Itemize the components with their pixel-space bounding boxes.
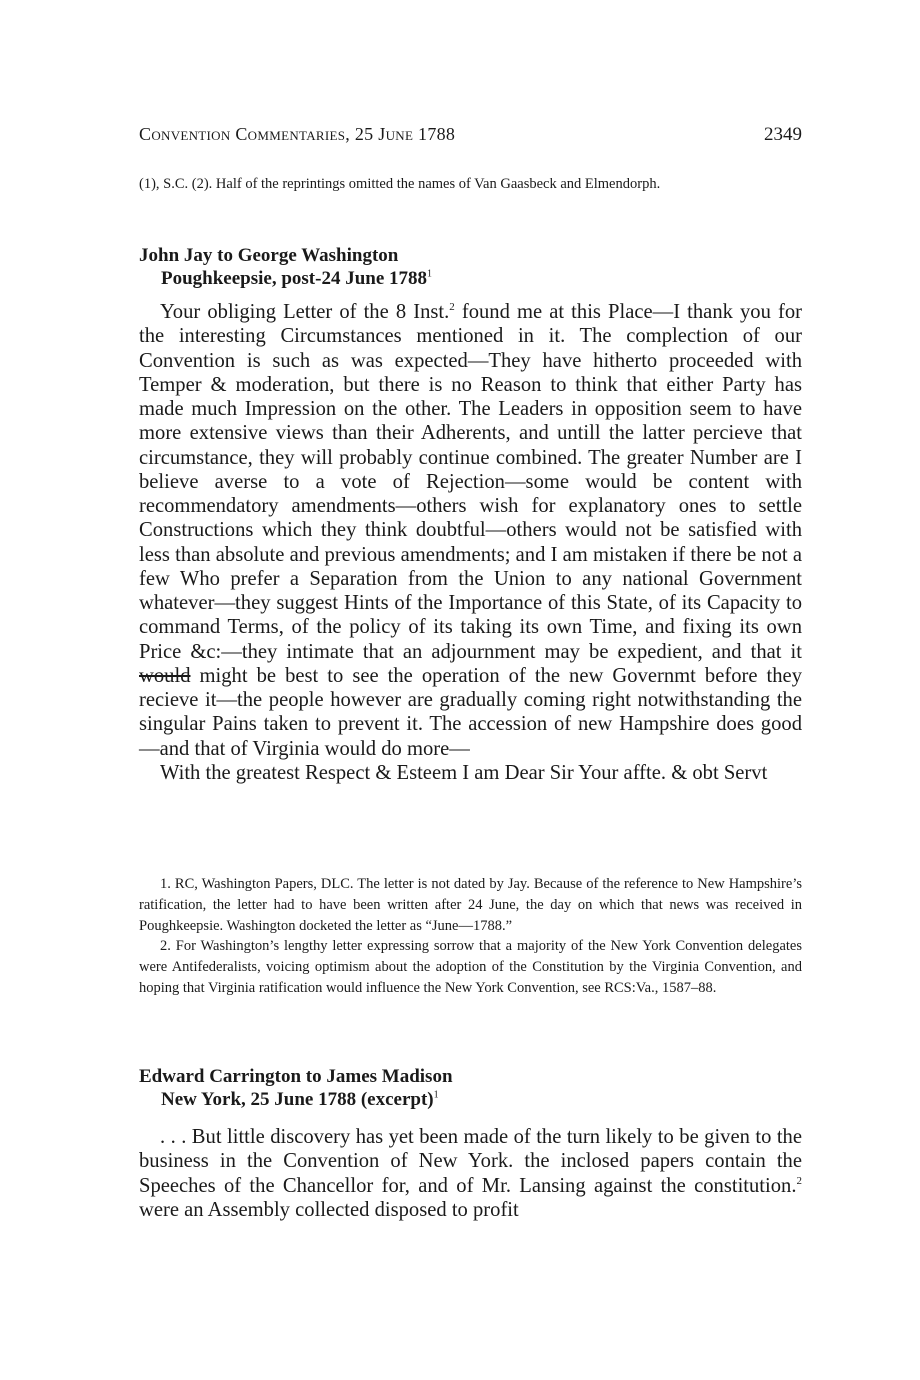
heading-dateline: Poughkeepsie, post-24 June 1788$^1$: [161, 268, 433, 289]
heading-title: Edward Carrington to James Madison: [139, 1066, 453, 1087]
footnotes-jay: [139, 874, 802, 999]
page-number: 2349: [764, 124, 802, 145]
document-heading-jay: [139, 244, 802, 290]
letter-paragraph: . . . But little discovery has yet been made of the turn likely to be given to the business in the Convention of New York. the inclosed papers contain the Speeches of the Chancellor for, and of Mr. Lansing against the constitution.$^2$ were an Assembly collected disposed to profit: [139, 1126, 802, 1221]
struck-word: would: [139, 664, 191, 687]
footnote-ref: 2: [796, 1174, 802, 1187]
letter-body-carrington: [139, 1125, 802, 1222]
heading-title: John Jay to George Washington: [139, 245, 399, 266]
footnote-1: 1. RC, Washington Papers, DLC. The letter is not dated by Jay. Because of the reference to New Hampshire’s ratification, the letter had to have been written after 24 June, the day on which that news was received in Poughkeepsie. Washington docketed the letter as “June—1788.”: [139, 876, 802, 934]
letter-closing: With the greatest Respect & Esteem I am Dear Sir Your affte. & obt Servt: [160, 761, 768, 784]
footnote-ref: 1: [433, 1089, 439, 1101]
letter-body-jay: [139, 300, 802, 785]
running-title: Convention Commentaries, 25 June 1788: [139, 124, 456, 144]
letter-paragraph: Your obliging Letter of the 8 Inst.$^2$ found me at this Place—I thank you for the interesting Circumstances mentioned in it. The complection of our Convention is such as was expected—They have hitherto proceeded with Temper & moderation, but there is no Reason to think that either Party has made much Impression on the other. The Leaders in opposition seem to have more extensive views than their Adherents, and untill the latter percieve that circumstance, they will probably continue combined. The greater Number are I believe averse to a vote of Rejection—some would be content with recommendatory amendments—others wish for explanatory ones to settle Constructions which they think doubtful—others would not be satisfied with less than absolute and previous amendments; and I am mistaken if there be not a few Who prefer a Separation from the Union to any national Government whatever—they suggest Hints of the Importance of this State, of its Capacity to command Terms, of the policy of its taking its own Time, and fixing its own Price &c:—they intimate that an adjournment may be expedient, and that it would might be best to see the operation of the new Governmt before they recieve it—the people however are gradually coming right notwithstanding the singular Pains taken to prevent it. The accession of new Hampshire does good—and that of Virginia would do more—: [139, 301, 802, 760]
footnote-ref: 2: [449, 301, 455, 314]
footnote-2: 2. For Washington’s lengthy letter expressing sorrow that a majority of the New York Convention delegates were Antifederalists, voicing optimism about the adoption of the Constitution by the Virginia Convention, and hoping that Virginia ratification would influence the New York Convention, see RCS:Va., 1587–88.: [139, 938, 802, 996]
heading-dateline: New York, 25 June 1788 (excerpt)$^1$: [161, 1089, 439, 1110]
footnote-ref: 1: [427, 268, 433, 280]
prior-footnote-continuation: (1), S.C. (2). Half of the reprintings omitted the names of Van Gaasbeck and Elmendorph.: [139, 176, 661, 192]
document-heading-carrington: [139, 1065, 802, 1111]
running-header: [139, 124, 802, 148]
